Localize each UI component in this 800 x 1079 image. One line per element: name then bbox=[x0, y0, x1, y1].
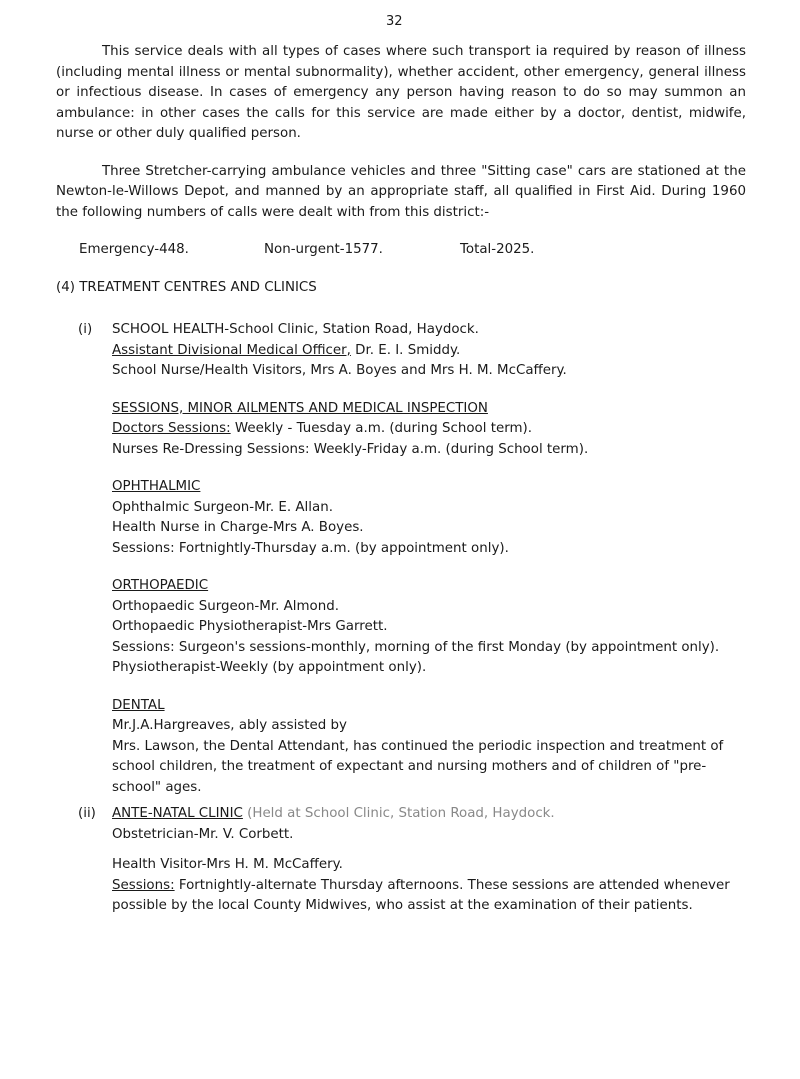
section-heading: (4) TREATMENT CENTRES AND CLINICS bbox=[56, 279, 317, 295]
antenatal-sessions bbox=[112, 876, 746, 917]
orthopaedic-sessions-2: Physiotherapist-Weekly (by appointment only). bbox=[112, 660, 427, 675]
non-urgent-count: Non-urgent-1577. bbox=[264, 242, 383, 257]
antenatal-sessions-label: Sessions: bbox=[112, 877, 175, 893]
school-clinic-title: SCHOOL HEALTH-School Clinic, Station Road, Haydock. bbox=[112, 322, 479, 337]
ophthalmic-sessions: Sessions: Fortnightly-Thursday a.m. (by appointment only). bbox=[112, 540, 509, 556]
intro-paragraph: This service deals with all types of cases where such transport ia required by reason of illness (including mental illness or mental subnormality), whether accident, other emergency, general illness or infectious disease. In cases of emergency any person having reason to do so may summon an ambulance: in other cases the calls for this service are made either by a doctor, dentist, midwife, nurse or other duly qualified person. bbox=[56, 44, 746, 141]
dental-line-1: Mr.J.A.Hargreaves, ably assisted by bbox=[112, 718, 347, 733]
antenatal-title-line bbox=[112, 804, 746, 825]
page-body bbox=[56, 42, 746, 917]
doctors-sessions-label: Doctors Sessions: bbox=[112, 421, 231, 436]
officer-role: Assistant Divisional Medical Officer, bbox=[112, 342, 351, 358]
school-clinic-block bbox=[78, 320, 746, 798]
nurses-sessions: Nurses Re-Dressing Sessions: Weekly-Friday a.m. (during School term). bbox=[112, 441, 589, 457]
total-count: Total-2025. bbox=[460, 242, 535, 257]
ophthalmic-surgeon: Ophthalmic Surgeon-Mr. E. Allan. bbox=[112, 499, 333, 515]
school-clinic-label: (i) bbox=[78, 322, 93, 337]
antenatal-obstetrician: Obstetrician-Mr. V. Corbett. bbox=[112, 826, 294, 842]
ophthalmic-heading: OPHTHALMIC bbox=[112, 479, 201, 494]
calls-counts bbox=[79, 240, 746, 261]
orthopaedic-heading: ORTHOPAEDIC bbox=[112, 578, 209, 593]
dental-line-2: Mrs. Lawson, the Dental Attendant, has continued the periodic inspection and treatment of school children, the treatment of expectant and nursing mothers and of children of "pre-school" ages. bbox=[112, 738, 724, 795]
school-clinic-staff: School Nurse/Health Visitors, Mrs A. Boyes and Mrs H. M. McCaffery. bbox=[112, 363, 567, 378]
orthopaedic-surgeon: Orthopaedic Surgeon-Mr. Almond. bbox=[112, 598, 339, 614]
page-number: 32 bbox=[386, 14, 403, 29]
school-clinic-officer bbox=[112, 341, 746, 362]
antenatal-sessions-text: Fortnightly-alternate Thursday afternoons. These sessions are attended whenever possible by the local County Midwives, who assist at the examination of their patients. bbox=[112, 877, 730, 913]
fleet-paragraph: Three Stretcher-carrying ambulance vehicles and three "Sitting case" cars are stationed at the Newton-le-Willows Depot, and manned by an appropriate staff, all qualified in First Aid. During 1960 the following numbers of calls were dealt with from this district:- bbox=[56, 163, 746, 220]
ophthalmic-nurse: Health Nurse in Charge-Mrs A. Boyes. bbox=[112, 520, 364, 535]
antenatal-title: ANTE-NATAL CLINIC bbox=[112, 806, 243, 821]
doctors-sessions-text: Weekly - Tuesday a.m. (during School term). bbox=[230, 421, 532, 436]
antenatal-label: (ii) bbox=[78, 806, 96, 821]
antenatal-health-visitor: Health Visitor-Mrs H. M. McCaffery. bbox=[112, 857, 343, 872]
antenatal-block bbox=[78, 804, 746, 917]
officer-name: Dr. E. I. Smiddy. bbox=[350, 342, 461, 358]
emergency-count: Emergency-448. bbox=[79, 242, 189, 257]
dental-heading: DENTAL bbox=[112, 697, 165, 713]
orthopaedic-physio: Orthopaedic Physiotherapist-Mrs Garrett. bbox=[112, 619, 388, 634]
orthopaedic-sessions-1: Sessions: Surgeon's sessions-monthly, morning of the first Monday (by appointment only). bbox=[112, 639, 720, 655]
sessions-heading: SESSIONS, MINOR AILMENTS AND MEDICAL INSPECTION bbox=[112, 400, 488, 416]
antenatal-location: (Held at School Clinic, Station Road, Haydock. bbox=[242, 806, 555, 821]
doctors-sessions bbox=[112, 419, 746, 440]
